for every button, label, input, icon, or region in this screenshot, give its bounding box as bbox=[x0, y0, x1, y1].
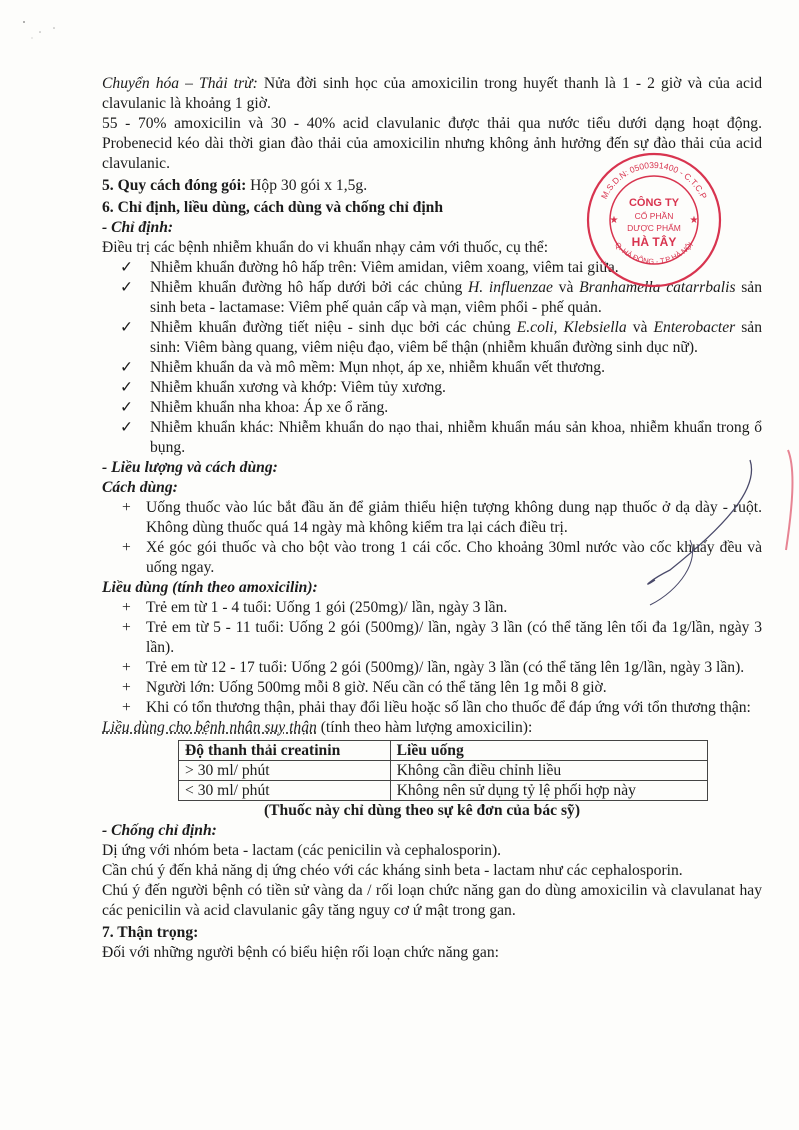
list-item bbox=[102, 698, 762, 718]
renal-label: Liều dùng cho bệnh nhân suy thận bbox=[102, 719, 317, 736]
indication-text: Nhiễm khuẩn da và mô mềm: Mụn nhọt, áp xe, nhiễm khuẩn vết thương. bbox=[150, 359, 605, 376]
indications-intro: Điều trị các bệnh nhiễm khuẩn do vi khuẩn nhạy cảm với thuốc, cụ thể: bbox=[102, 239, 549, 256]
plus-icon: + bbox=[122, 499, 131, 516]
section7-text: Đối với những người bệnh có biểu hiện rối loạn chức năng gan: bbox=[102, 944, 499, 961]
list-item bbox=[102, 678, 762, 698]
table-cell: Không nên sử dụng tỷ lệ phối hợp này bbox=[390, 781, 707, 801]
list-item bbox=[102, 658, 762, 678]
dose-label: Liều dùng (tính theo amoxicilin): bbox=[102, 579, 318, 596]
plus-icon: + bbox=[122, 679, 131, 696]
dose-text: Trẻ em từ 1 - 4 tuổi: Uống 1 gói (250mg)/ lần, ngày 3 lần. bbox=[146, 599, 508, 616]
plus-icon: + bbox=[122, 539, 131, 556]
table-cell: < 30 ml/ phút bbox=[179, 781, 391, 801]
table-header: Độ thanh thải creatinin bbox=[179, 741, 391, 761]
stamp-line2: CỔ PHẦN bbox=[634, 211, 674, 221]
table-cell: Không cần điều chỉnh liều bbox=[390, 761, 707, 781]
dosage-label: - Liều lượng và cách dùng: bbox=[102, 459, 278, 476]
scan-specks bbox=[10, 10, 70, 50]
section7-heading: 7. Thận trọng: bbox=[102, 924, 199, 941]
section6-heading: 6. Chỉ định, liều dùng, cách dùng và chống chỉ định bbox=[102, 199, 444, 216]
plus-icon: + bbox=[122, 619, 131, 636]
renal-dose-table bbox=[178, 740, 708, 801]
check-icon: ✓ bbox=[120, 419, 134, 436]
table-header-row bbox=[179, 741, 708, 761]
indication-text: Nhiễm khuẩn đường hô hấp trên: Viêm amidan, viêm xoang, viêm tai giữa. bbox=[150, 259, 619, 276]
indication-text: Nhiễm khuẩn đường hô hấp dưới bởi các chủng H. influenzae và Branhamella catarrbalis sản sinh beta - lactamase: Viêm phế quản cấp và mạn, viêm phổi - phế quản. bbox=[150, 279, 763, 316]
table-header: Liều uống bbox=[390, 741, 707, 761]
list-item bbox=[102, 378, 762, 398]
section5-text: Hộp 30 gói x 1,5g. bbox=[246, 177, 368, 194]
usage-text: Xé góc gói thuốc và cho bột vào trong 1 cái cốc. Cho khoảng 30ml nước vào cốc khuấy đều và uống ngay. bbox=[146, 539, 762, 576]
metabolism-label: Chuyển hóa – Thải trừ: bbox=[102, 75, 258, 92]
plus-icon: + bbox=[122, 599, 131, 616]
check-icon: ✓ bbox=[120, 399, 134, 416]
check-icon: ✓ bbox=[120, 279, 134, 296]
signature bbox=[610, 430, 799, 630]
indication-text: Nhiễm khuẩn nha khoa: Áp xe ổ răng. bbox=[150, 399, 389, 416]
star-icon: ★ bbox=[609, 215, 619, 226]
table-row bbox=[179, 761, 708, 781]
star-icon: ★ bbox=[689, 215, 699, 226]
table-cell: > 30 ml/ phút bbox=[179, 761, 391, 781]
metabolism-text: Nửa đời sinh học của amoxicilin trong huyết thanh là 1 - 2 giờ và của acid clavulanic là khoảng 1 giờ. bbox=[102, 75, 762, 112]
indications-label: - Chỉ định: bbox=[102, 219, 174, 236]
check-icon: ✓ bbox=[120, 319, 134, 336]
contra-text: Dị ứng với nhóm beta - lactam (các penicilin và cephalosporin). bbox=[102, 842, 502, 859]
check-icon: ✓ bbox=[120, 359, 134, 376]
dose-text: Khi có tổn thương thận, phải thay đổi liều hoặc số lần cho thuốc để đáp ứng với tổn thương thận: bbox=[146, 699, 751, 716]
stamp-line3: DƯỢC PHẨM bbox=[627, 223, 681, 233]
check-icon: ✓ bbox=[120, 259, 134, 276]
list-item bbox=[102, 358, 762, 378]
plus-icon: + bbox=[122, 659, 131, 676]
contra-text: Chú ý đến người bệnh có tiền sử vàng da / rối loạn chức năng gan do dùng amoxicilin và clavulanat hay các penicilin và acid clavulanic gây tăng nguy cơ ứ mật trong gan. bbox=[102, 882, 762, 919]
renal-paragraph bbox=[102, 718, 762, 738]
indication-text: Nhiễm khuẩn khác: Nhiễm khuẩn do nạo thai, nhiễm khuẩn máu sản khoa, nhiễm khuẩn trong ổ bụng. bbox=[150, 419, 762, 456]
renal-suffix: (tính theo hàm lượng amoxicilin): bbox=[316, 719, 533, 736]
list-item bbox=[102, 318, 762, 358]
check-icon: ✓ bbox=[120, 379, 134, 396]
prescription-note: (Thuốc này chỉ dùng theo sự kê đơn của bác sỹ) bbox=[263, 802, 581, 819]
section5-heading: 5. Quy cách đóng gói: bbox=[102, 177, 247, 194]
metabolism-paragraph bbox=[102, 74, 762, 114]
dose-text: Người lớn: Uống 500mg mỗi 8 giờ. Nếu cần có thể tăng lên 1g mỗi 8 giờ. bbox=[146, 679, 607, 696]
table-row bbox=[179, 781, 708, 801]
list-item bbox=[102, 398, 762, 418]
stamp-line4: HÀ TÂY bbox=[631, 235, 677, 249]
dose-text: Trẻ em từ 5 - 11 tuổi: Uống 2 gói (500mg)/ lần, ngày 3 lần (có thể tăng lên tối đa 1g/lần, ngày 3 lần). bbox=[146, 619, 762, 656]
stamp-code: M.S.D.N: 0500391400 - C.T.C.P bbox=[598, 159, 710, 201]
usage-label: Cách dùng: bbox=[102, 479, 178, 496]
indication-text: Nhiễm khuẩn đường tiết niệu - sinh dục bởi các chủng E.coli, Klebsiella và Enterobacter sản sinh: Viêm bàng quang, viêm niệu đạo, viêm bể thận (nhiễm khuẩn đường sinh dục nữ). bbox=[150, 319, 763, 356]
plus-icon: + bbox=[122, 699, 131, 716]
dose-text: Trẻ em từ 12 - 17 tuổi: Uống 2 gói (500mg)/ lần, ngày 3 lần (có thể tăng lên 1g/lần, ngày 3 lần). bbox=[146, 659, 745, 676]
stamp-line1: CÔNG TY bbox=[628, 197, 680, 209]
excretion-paragraph: 55 - 70% amoxicilin và 30 - 40% acid clavulanic được thải qua nước tiểu dưới dạng hoạt động. Probenecid kéo dài thời gian đào thải của amoxicilin nhưng không ảnh hưởng đến sự đào thải của acid clavulanic. bbox=[102, 115, 762, 172]
indication-text: Nhiễm khuẩn xương và khớp: Viêm tủy xương. bbox=[150, 379, 446, 396]
stamp-place: Q. HÀ ĐÔNG - T.P HÀ NỘI bbox=[613, 240, 695, 267]
company-stamp bbox=[584, 150, 724, 290]
contra-label: - Chống chỉ định: bbox=[102, 822, 217, 839]
usage-text: Uống thuốc vào lúc bắt đầu ăn để giảm thiểu hiện tượng không dung nạp thuốc ở dạ dày - ruột. Không dùng thuốc quá 14 ngày mà không kiểm tra lại cách điều trị. bbox=[146, 499, 762, 536]
contra-text: Cần chú ý đến khả năng dị ứng chéo với các kháng sinh beta - lactam như các cephalosporin. bbox=[102, 862, 683, 879]
